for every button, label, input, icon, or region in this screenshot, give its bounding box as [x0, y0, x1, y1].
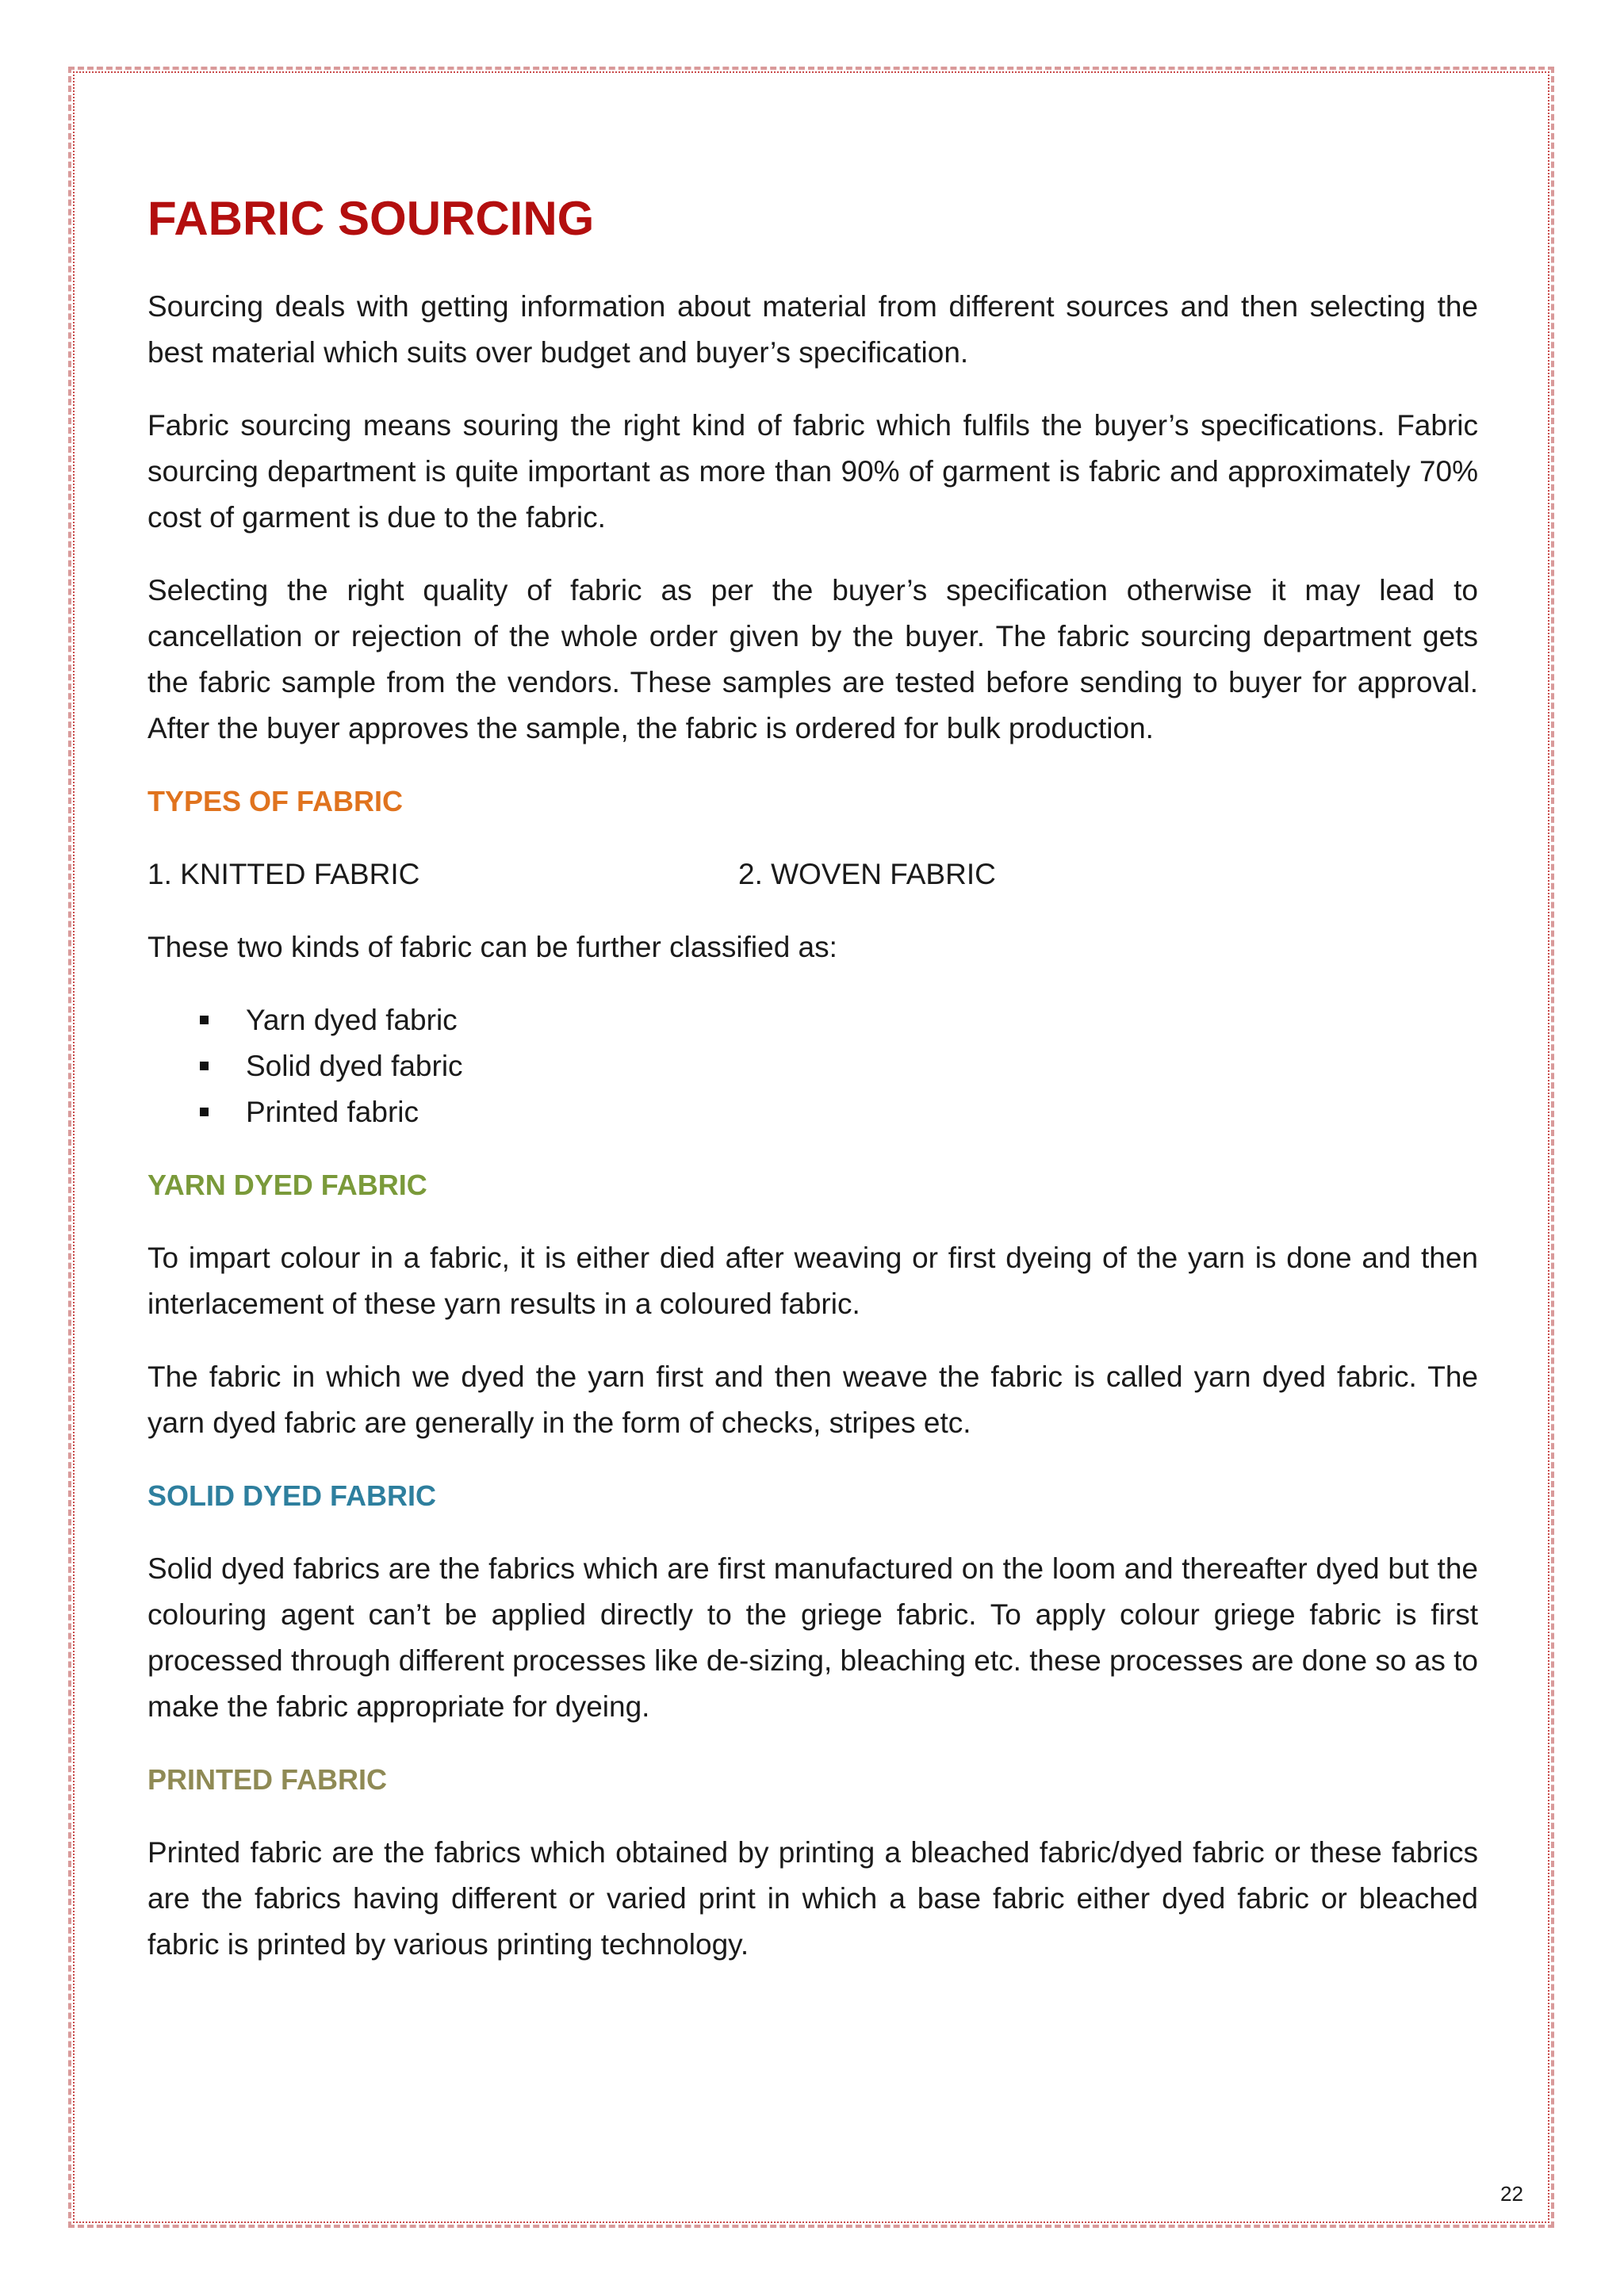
- woven-fabric-label: 2. WOVEN FABRIC: [738, 858, 996, 890]
- list-item: [147, 1043, 1478, 1089]
- list-item-label: Solid dyed fabric: [246, 1050, 463, 1082]
- intro-paragraph-1: Sourcing deals with getting information about material from different sources and then selecting the best material which suits over budget and buyer’s specification.: [147, 290, 1478, 369]
- printed-heading: PRINTED FABRIC: [147, 1763, 388, 1796]
- square-bullet-icon: [200, 1108, 209, 1116]
- fabric-classification-list: [147, 997, 1478, 1135]
- page-number: 22: [1500, 2182, 1523, 2206]
- square-bullet-icon: [200, 1016, 209, 1024]
- intro-paragraph-2: Fabric sourcing means souring the right kind of fabric which fulfils the buyer’s specifications. Fabric sourcing department is quite important as more than 90% of garment is fabric and approximately 70% cost of garment is due to the fabric.: [147, 409, 1478, 534]
- solid-dyed-heading: SOLID DYED FABRIC: [147, 1479, 437, 1512]
- knitted-fabric-label: 1. KNITTED FABRIC: [147, 858, 420, 890]
- fabric-types-row: [147, 851, 1478, 897]
- solid-paragraph-1: Solid dyed fabrics are the fabrics which are first manufactured on the loom and thereafter dyed but the colouring agent can’t be applied directly to the griege fabric. To apply colour griege fabric is first processed through different processes like de-sizing, bleaching etc. these processes are done so as to make the fabric appropriate for dyeing.: [147, 1552, 1478, 1723]
- yarn-dyed-heading: YARN DYED FABRIC: [147, 1169, 427, 1201]
- intro-paragraph-3: Selecting the right quality of fabric as per the buyer’s specification otherwise it may lead to cancellation or rejection of the whole order given by the buyer. The fabric sourcing department gets the fabric sample from the vendors. These samples are tested before sending to buyer for approval. After the buyer approves the sample, the fabric is ordered for bulk production.: [147, 574, 1478, 744]
- list-item-label: Printed fabric: [246, 1096, 419, 1128]
- printed-paragraph-1: Printed fabric are the fabrics which obtained by printing a bleached fabric/dyed fabric or these fabrics are the fabrics having different or varied print in which a base fabric either dyed fabric or bleached fabric is printed by various printing technology.: [147, 1836, 1478, 1961]
- page-title: FABRIC SOURCING: [147, 192, 595, 245]
- yarn-paragraph-1: To impart colour in a fabric, it is either died after weaving or first dyeing of the yarn is done and then interlacement of these yarn results in a coloured fabric.: [147, 1242, 1478, 1320]
- list-item-label: Yarn dyed fabric: [246, 1004, 458, 1036]
- classified-text: These two kinds of fabric can be further classified as:: [147, 931, 837, 963]
- yarn-paragraph-2: The fabric in which we dyed the yarn first and then weave the fabric is called yarn dyed fabric. The yarn dyed fabric are generally in the form of checks, stripes etc.: [147, 1360, 1478, 1439]
- types-heading: TYPES OF FABRIC: [147, 785, 404, 817]
- list-item: [147, 997, 1478, 1043]
- document-body: [147, 190, 1478, 1995]
- square-bullet-icon: [200, 1062, 209, 1070]
- list-item: [147, 1089, 1478, 1135]
